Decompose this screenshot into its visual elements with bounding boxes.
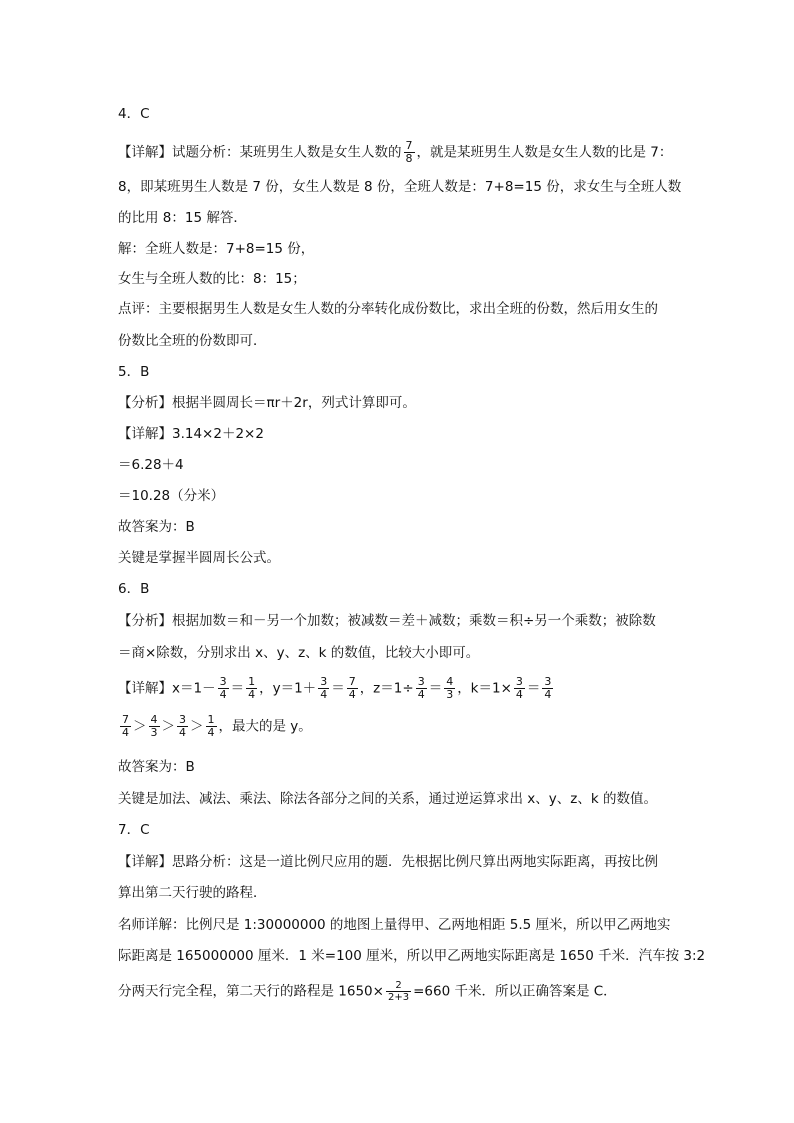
denominator: 4 xyxy=(122,726,129,739)
fraction-3-4 xyxy=(416,676,427,701)
eq-text: ，y＝1＋ xyxy=(259,680,317,697)
fraction-3-4 xyxy=(542,676,553,701)
fraction-3-4 xyxy=(514,676,525,701)
denominator: 4 xyxy=(219,688,227,701)
eq-sign: ＝ xyxy=(526,680,541,697)
denominator: 3 xyxy=(150,726,158,739)
greater-than-sign: ＞ xyxy=(133,718,147,735)
eq-text: ，k＝1× xyxy=(457,680,512,697)
numerator: 3 xyxy=(417,675,425,688)
q7-answer-number: 7．C xyxy=(118,822,150,838)
q6-answer-number: 6．B xyxy=(118,581,150,597)
fraction-7-8 xyxy=(404,140,415,165)
q5-key-point: 关键是掌握半圆周长公式。 xyxy=(118,550,280,566)
q4-text: 【详解】试题分析：某班男生人数是女生人数的 xyxy=(118,144,402,161)
q4-solution-line-2: 女生与全班人数的比：8：15； xyxy=(118,271,306,287)
q4-comment-line-1: 点评：主要根据男生人数是女生人数的分率转化成份数比，求出全班的份数，然后用女生的 xyxy=(118,301,658,317)
greater-than-sign: ＞ xyxy=(161,718,175,735)
q6-comparison xyxy=(118,714,312,739)
q6-analysis-line-2: ＝商×除数，分别求出 x、y、z、k 的数值，比较大小即可。 xyxy=(118,645,480,661)
q6-detail-equations xyxy=(118,676,555,701)
numerator: 3 xyxy=(544,675,552,688)
fraction-2-over-2plus3 xyxy=(386,980,411,1003)
numerator: 3 xyxy=(320,675,328,688)
q7-teacher-line-2: 际距离是 165000000 厘米．1 米=100 厘米，所以甲乙两地实际距离是 1650 千米．汽车按 3:2 xyxy=(118,948,706,964)
denominator: 4 xyxy=(515,688,523,701)
numerator: 7 xyxy=(348,675,356,688)
q7-teacher-line-1: 名师详解：比例尺是 1:30000000 的地图上量得甲、乙两地相距 5.5 厘米，所以甲乙两地实 xyxy=(118,917,671,933)
denominator: 4 xyxy=(320,688,328,701)
numerator: 4 xyxy=(150,713,158,726)
fraction-4-3 xyxy=(149,714,160,739)
denominator: 4 xyxy=(179,726,186,739)
denominator: 4 xyxy=(248,688,256,701)
q7-text: 分两天行完全程，第二天行的路程是 1650× xyxy=(118,983,384,1000)
q4-text: ，就是某班男生人数是女生人数的比是 7： xyxy=(416,144,673,161)
numerator: 7 xyxy=(122,713,129,726)
denominator: 4 xyxy=(207,726,215,739)
eq-sign: ＝ xyxy=(428,680,443,697)
eq-text: ，z＝1÷ xyxy=(359,680,414,697)
numerator: 3 xyxy=(179,713,186,726)
q4-answer-number: 4．C xyxy=(118,106,150,122)
q6-key-point: 关键是加法、减法、乘法、除法各部分之间的关系，通过逆运算求出 x、y、z、k 的数值。 xyxy=(118,791,657,807)
numerator: 1 xyxy=(207,713,215,726)
q4-detail-line-2: 8，即某班男生人数是 7 份，女生人数是 8 份，全班人数是：7+8=15 份，求女生与全班人数 xyxy=(118,179,682,195)
numerator: 4 xyxy=(446,675,454,688)
q7-detail-line-2: 算出第二天行驶的路程． xyxy=(118,885,267,901)
comparison-tail: ，最大的是 y。 xyxy=(218,718,312,735)
q7-detail-line-1: 【详解】思路分析：这是一道比例尺应用的题．先根据比例尺算出两地实际距离，再按比例 xyxy=(118,854,658,870)
numerator: 2 xyxy=(386,980,411,992)
fraction-7-4 xyxy=(347,676,358,701)
denominator: 4 xyxy=(348,688,356,701)
q4-detail-line-1 xyxy=(118,140,672,165)
denominator: 8 xyxy=(405,152,413,165)
fraction-3-4 xyxy=(318,676,329,701)
denominator: 3 xyxy=(446,688,454,701)
q5-detail-line-2: ＝6.28＋4 xyxy=(118,457,184,473)
numerator: 1 xyxy=(248,675,256,688)
numerator: 3 xyxy=(219,675,227,688)
q6-answer-line: 故答案为：B xyxy=(118,759,195,775)
numerator: 7 xyxy=(405,139,413,152)
q4-solution-line-1: 解：全班人数是：7+8=15 份， xyxy=(118,241,315,257)
q5-answer-number: 5．B xyxy=(118,364,150,380)
fraction-1-4 xyxy=(206,714,217,739)
eq-sign: ＝ xyxy=(230,680,245,697)
fraction-4-3 xyxy=(444,676,455,701)
eq-sign: ＝ xyxy=(331,680,345,697)
q5-analysis: 【分析】根据半圆周长＝πr＋2r，列式计算即可。 xyxy=(118,395,416,411)
q4-detail-line-3: 的比用 8：15 解答． xyxy=(118,210,247,226)
denominator: 4 xyxy=(544,688,552,701)
q6-analysis-line-1: 【分析】根据加数＝和－另一个加数；被减数＝差＋减数；乘数＝积÷另一个乘数；被除数 xyxy=(118,613,656,629)
eq-text: 【详解】x＝1－ xyxy=(118,680,216,697)
denominator: 4 xyxy=(417,688,425,701)
q7-teacher-line-3 xyxy=(118,980,617,1003)
q5-detail-line-1: 【详解】3.14×2＋2×2 xyxy=(118,426,264,442)
q5-answer-line: 故答案为：B xyxy=(118,519,195,535)
q5-detail-line-3: ＝10.28（分米） xyxy=(118,488,225,504)
fraction-1-4 xyxy=(246,676,257,701)
fraction-3-4 xyxy=(218,676,229,701)
q4-comment-line-2: 份数比全班的份数即可． xyxy=(118,333,267,349)
denominator: 2+3 xyxy=(387,992,410,1003)
fraction-7-4 xyxy=(120,714,131,739)
q7-text: =660 千米．所以正确答案是 C． xyxy=(413,983,617,1000)
fraction-3-4 xyxy=(177,714,188,739)
greater-than-sign: ＞ xyxy=(190,718,204,735)
numerator: 3 xyxy=(515,675,523,688)
